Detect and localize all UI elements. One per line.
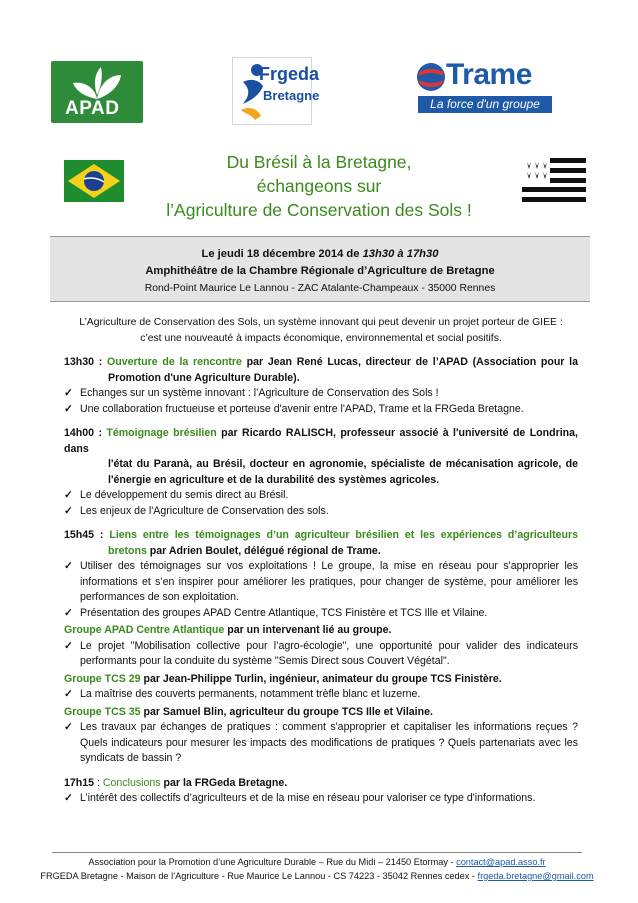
list-item: ✓ Les travaux par échanges de pratiques : comment s'approprier et capitaliser les informations reçues ? Quels indicateurs pour mesurer les impacts des modifications de pratiques ? Quels partenariats avec les syndicats de bassin ? <box>64 720 578 767</box>
footer-line-2: FRGEDA Bretagne - Maison de l’Agriculture - Rue Maurice Le Lannou - CS 74223 - 35042 Rennes cedex - frgeda.bretagne@gmail.com <box>40 871 594 881</box>
page-title <box>0 150 638 222</box>
apad-logo <box>51 61 143 123</box>
apad-logo-text: APAD <box>65 98 120 119</box>
trame-logo-title: Trame <box>446 58 532 91</box>
list-item: ✓ Présentation des groupes APAD Centre Atlantique, TCS Finistère et TCS Ille et Vilaine. <box>64 606 578 622</box>
group-tcs35-heading: Groupe TCS 35 par Samuel Blin, agriculteur du groupe TCS Ille et Vilaine. <box>64 705 433 718</box>
event-time: 13h30 à 17h30 <box>362 248 439 260</box>
trame-logo-tagline: La force d'un groupe <box>418 96 552 113</box>
group-apad-heading: Groupe APAD Centre Atlantique par un intervenant lié au groupe. <box>64 624 392 636</box>
group-tcs29-heading: Groupe TCS 29 par Jean-Philippe Turlin, ingénieur, animateur du groupe TCS Finistère. <box>64 672 502 685</box>
trame-logo <box>416 58 554 116</box>
list-item: ✓ L’intérêt des collectifs d’agriculteurs et de la mise en réseau pour valoriser ce type d'informations. <box>64 791 578 807</box>
section-1330-heading: 13h30 : Ouverture de la rencontre par Jean René Lucas, directeur de l’APAD (Association pour la <box>64 356 578 368</box>
intro-text <box>56 315 586 346</box>
title-line-2: échangeons sur <box>256 176 382 196</box>
list-item: ✓ La maîtrise des couverts permanents, notamment trèfle blanc et luzerne. <box>64 687 578 703</box>
frgeda-logo <box>232 57 320 125</box>
program <box>64 355 578 807</box>
list-item: ✓ Le projet "Mobilisation collective pour l’agro-écologie", une opportunité pour valider des indicateurs performants pour la conduite du système "Semis Direct sous Couvert Végétal". <box>64 639 578 670</box>
section-1545-title: Liens entre les témoignages d’un agriculteur brésilien et les expériences d’agriculteurs <box>109 529 578 541</box>
section-1400-speaker-line-2: l'état du Paranà, au Brésil, docteur en agronomie, spécialiste de mécanisation agricole, de <box>108 458 578 470</box>
list-item: ✓ Utiliser des témoignages sur vos exploitations ! Le groupe, la mise en réseau pour s'approprier les informations et s’en inspirer pour améliorer les pratiques, pour changer de système, pour améliorer les performances de son exploitation. <box>64 559 578 606</box>
list-item: ✓ Les enjeux de l'Agriculture de Conservation des sols. <box>64 504 578 520</box>
trame-globe-icon <box>416 60 446 94</box>
frgeda-logo-title: Frgeda <box>259 64 320 84</box>
section-1400-title: Témoignage brésilien <box>106 427 217 439</box>
intro-line-1: L’Agriculture de Conservation des Sols, un système innovant qui peut devenir un projet porteur de GIEE : <box>79 317 563 328</box>
section-1400-heading: 14h00 : Témoignage brésilien par Ricardo RALISCH, professeur associé à l'université de Londrina, dans <box>64 427 578 455</box>
section-1400-speaker-line-3: l'énergie en agriculture et de la durabilité des systèmes agricoles. <box>108 473 440 486</box>
section-1545-heading: 15h45 : Liens entre les témoignages d’un agriculteur brésilien et les expériences d’agriculteurs <box>64 529 578 541</box>
event-date: Le jeudi 18 décembre 2014 de 13h30 à 17h30 <box>201 248 439 260</box>
section-1715-title: Conclusions <box>102 776 161 789</box>
section-1545-speaker: bretons par Adrien Boulet, délégué régional de Trame. <box>108 544 381 557</box>
event-place: Amphithéâtre de la Chambre Régionale d’Agriculture de Bretagne <box>145 265 495 277</box>
event-info-box <box>50 236 590 302</box>
list-item: ✓ Echanges sur un système innovant : l’Agriculture de Conservation des Sols ! <box>64 386 578 402</box>
apad-email-link[interactable]: contact@apad.asso.fr <box>456 857 546 867</box>
footer-line-1: Association pour la Promotion d’une Agriculture Durable – Rue du Midi – 21450 Etormay - contact@apad.asso.fr <box>88 857 546 867</box>
title-line-3: l’Agriculture de Conservation des Sols ! <box>166 200 472 220</box>
section-1330-speaker-cont: Promotion d'une Agriculture Durable). <box>108 371 300 384</box>
footer <box>40 852 594 883</box>
list-item: ✓ Le développement du semis direct au Brésil. <box>64 488 578 504</box>
apad-leaves-icon <box>69 65 125 101</box>
frgeda-email-link[interactable]: frgeda.bretagne@gmail.com <box>477 871 594 881</box>
frgeda-logo-subtitle: Bretagne <box>263 88 320 103</box>
list-item: ✓ Une collaboration fructueuse et porteuse d'avenir entre l'APAD, Trame et la FRGeda Bretagne. <box>64 402 578 418</box>
intro-line-2: c’est une nouveauté à impacts économique, environnemental et social positifs. <box>140 332 502 344</box>
section-1330-title: Ouverture de la rencontre <box>107 356 242 368</box>
partner-logos <box>0 55 638 125</box>
title-line-1: Du Brésil à la Bretagne, <box>226 152 412 172</box>
event-address: Rond-Point Maurice Le Lannou - ZAC Atalante-Champeaux - 35000 Rennes <box>144 283 496 294</box>
section-1715-heading: 17h15 : Conclusions par la FRGeda Bretagne. <box>64 776 288 789</box>
